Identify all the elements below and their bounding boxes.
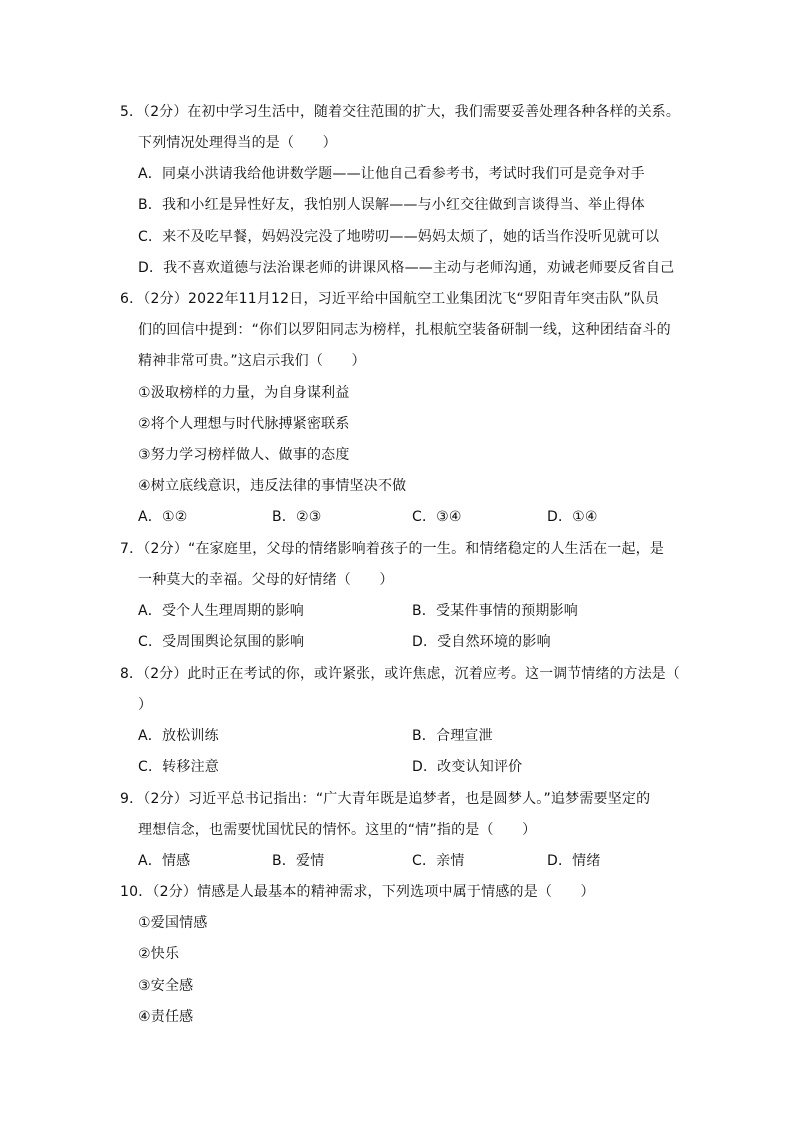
statement-item: ③努力学习榜样做人、做事的态度 (138, 447, 350, 463)
statement-item: ①爱国情感 (138, 915, 208, 931)
question-stem-line: 7．（2分）“在家庭里，父母的情绪影响着孩子的一生。和情绪稳定的人生活在一起，是 (120, 541, 665, 557)
option-d[interactable]: D．我不喜欢道德与法治课老师的讲课风格——主动与老师沟通，劝诫老师要反省自己 (138, 260, 675, 276)
option-d[interactable]: D．受自然环境的影响 (412, 634, 551, 650)
option-a[interactable]: A．同桌小洪请我给他讲数学题——让他自己看参考书，考试时我们可是竞争对手 (138, 166, 645, 182)
option-a[interactable]: A．情感 (138, 853, 191, 869)
option-b[interactable]: B．爱情 (272, 853, 325, 869)
question-stem-line: 精神非常可贵。”这启示我们（ ） (138, 353, 366, 369)
option-a[interactable]: A．①② (138, 509, 188, 525)
question-stem-line: 5．（2分）在初中学习生活中，随着交往范围的扩大，我们需要妥善处理各种各样的关系。 (120, 104, 680, 120)
option-b[interactable]: B．我和小红是异性好友，我怕别人误解——与小红交往做到言谈得当、举止得体 (138, 197, 645, 213)
question-stem-line: 6．（2分）2022年11月12日，习近平给中国航空工业集团沈飞“罗阳青年突击队”队员 (120, 291, 660, 307)
question-stem-line: 一种莫大的幸福。父母的好情绪（ ） (138, 572, 394, 588)
option-b[interactable]: B．受某件事情的预期影响 (412, 603, 579, 619)
statement-item: ②将个人理想与时代脉搏紧密联系 (138, 416, 350, 432)
question-stem-line: 理想信念，也需要忧国忧民的情怀。这里的“情”指的是（ ） (138, 822, 537, 838)
question-stem-line: 10．（2分）情感是人最基本的精神需求，下列选项中属于情感的是（ ） (120, 884, 595, 900)
option-d[interactable]: D．情绪 (547, 853, 601, 869)
statement-item: ②快乐 (138, 946, 180, 962)
statement-item: ④责任感 (138, 1009, 194, 1025)
statement-item: ①汲取榜样的力量，为自身谋利益 (138, 385, 350, 401)
question-stem-line: 下列情况处理得当的是（ ） (138, 135, 337, 151)
question-stem-line: 9．（2分）习近平总书记指出：“广大青年既是追梦者，也是圆梦人。”追梦需要坚定的 (120, 791, 651, 807)
option-d[interactable]: D．改变认知评价 (412, 759, 523, 775)
question-stem-line: ） (138, 697, 153, 713)
option-b[interactable]: B．②③ (272, 509, 322, 525)
option-c[interactable]: C．受周围舆论氛围的影响 (138, 634, 305, 650)
option-c[interactable]: C．来不及吃早餐，妈妈没完没了地唠叨——妈妈太烦了，她的话当作没听见就可以 (138, 229, 660, 245)
option-d[interactable]: D．①④ (547, 509, 598, 525)
option-c[interactable]: C．③④ (412, 509, 462, 525)
option-a[interactable]: A．受个人生理周期的影响 (138, 603, 304, 619)
statement-item: ③安全感 (138, 978, 194, 994)
option-c[interactable]: C．亲情 (412, 853, 465, 869)
option-a[interactable]: A．放松训练 (138, 728, 219, 744)
option-b[interactable]: B．合理宣泄 (412, 728, 493, 744)
statement-item: ④树立底线意识，违反法律的事情坚决不做 (138, 478, 407, 494)
option-c[interactable]: C．转移注意 (138, 759, 219, 775)
question-stem-line: 们的回信中提到：“你们以罗阳同志为榜样，扎根航空装备研制一线，这种团结奋斗的 (138, 322, 671, 338)
question-stem-line: 8．（2分）此时正在考试的你，或许紧张，或许焦虑，沉着应考。这一调节情绪的方法是（ (120, 666, 680, 682)
